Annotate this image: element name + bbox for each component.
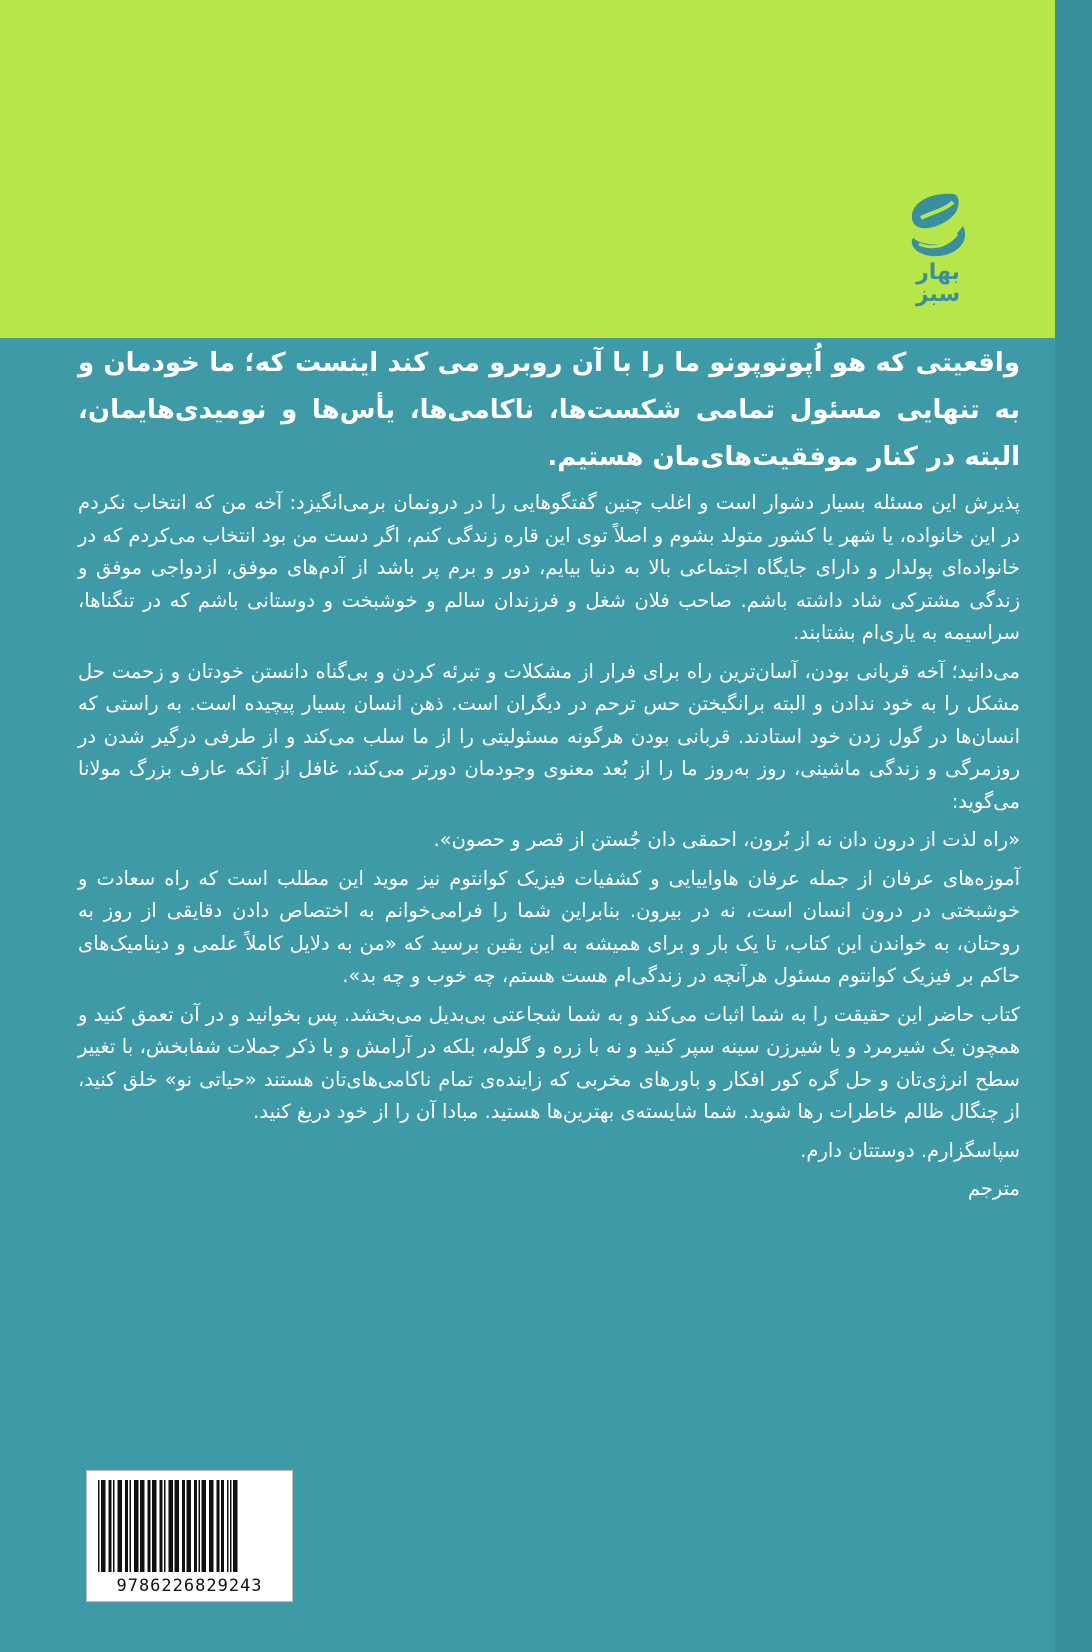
barcode-bar	[98, 1480, 100, 1572]
lead-paragraph: واقعیتی که هو اُپونوپونو ما را با آن روبرو می کند اینست که؛ ما خودمان و به تنهایی مسئول تمامی شکست‌ها، ناکامی‌ها، یأس‌ها و نومیدی‌هایمان، البته در کنار موفقیت‌های‌مان هستیم.	[78, 348, 1020, 472]
barcode-bar	[233, 1480, 238, 1572]
closing-line: سپاسگزارم. دوستتان دارم.	[800, 1138, 1020, 1162]
signature-translator: مترجم	[967, 1177, 1020, 1200]
isbn-number: 9786226829243	[116, 1576, 263, 1596]
barcode-bar	[217, 1480, 220, 1572]
body-paragraph: می‌دانید؛ آخه قربانی بودن، آسان‌ترین راه برای فرار از مشکلات و تبرئه کردن و بی‌گناه دانستن خودتان و زحمت حل مشکل را به خود ندادن و البته برانگیختن حس ترحم در دیگران است. ذهن انسان بسیار پیچیده است. به راستی که انسان‌ها در گول زدن خود استادند. قربانی بودن هرگونه مسئولیتی را از ما سلب می‌کند و از طرفی درگیر شدن در روزمرگی و زندگی ماشینی، روز به‌روز ما را از بُعد معنوی وجودمان دورتر می‌کند، غافل از آنکه عارف بزرگ مولانا می‌گوید:	[78, 659, 1020, 813]
body-paragraph: پذیرش این مسئله بسیار دشوار است و اغلب چنین گفتگوهایی را در درونمان برمی‌انگیزد: آخه من که انتخاب نکردم در این خانواده، یا شهر یا کشور متولد بشوم و اصلاً توی این قاره زندگی کنم، اگر دست من بود انتخاب می‌کردم که در خانواده‌ای پولدار و دارای جایگاه اجتماعی بالا به دنیا بیایم، دور و برم پر باشد از آدم‌های موفق، ازدواجی موفق و زندگی مشترکی شاد داشته باشم. صاحب فلان شغل و فرزندان سالم و خوشبخت و دوستانی باشم که در تنگناها، سراسیمه به یاری‌ام بشتابند.	[78, 491, 1020, 644]
barcode-bar	[164, 1480, 166, 1572]
body-paragraph: کتاب حاضر این حقیقت را به شما اثبات می‌کند و به شما شجاعتی بی‌بدیل می‌بخشد. پس بخوانید و در آن تعمق کنید و همچون یک شیرمرد و یا شیرزن سینه سپر کنید و نه با زره و گلوله، بلکه در آرامش و با ذکر جملات شفابخش، با تغییر سطح انرژی‌تان و حل گره کور افکار و باورهای مخربی که زاینده‌ی تمام ناکامی‌های‌تان هستند «حیاتی نو» خلق کنید، از چنگال ظالم خاطرات رها شوید. شما شایسته‌ی بهترین‌ها هستید. مبادا آن را از خود دریغ کنید.	[78, 1002, 1020, 1123]
barcode-bar	[209, 1480, 214, 1572]
barcode-bar	[227, 1480, 229, 1572]
barcode-bar	[230, 1480, 232, 1572]
barcode-bar	[160, 1480, 163, 1572]
leaf-swirl-icon	[893, 188, 983, 266]
barcode-bar	[187, 1480, 192, 1572]
barcode-bar	[118, 1480, 123, 1572]
barcode-bar	[101, 1480, 106, 1572]
barcode-bar	[134, 1480, 139, 1572]
publisher-logo	[893, 188, 983, 307]
barcode-bar	[148, 1480, 151, 1572]
barcode-bars	[96, 1480, 283, 1572]
barcode-bar	[194, 1480, 197, 1572]
barcode-bar	[199, 1480, 201, 1572]
barcode-bar	[221, 1480, 224, 1572]
barcode-bar	[152, 1480, 157, 1572]
barcode-bar	[202, 1480, 207, 1572]
barcode-bar	[113, 1480, 115, 1572]
back-cover-text	[78, 340, 1020, 1200]
barcode-bar	[130, 1480, 132, 1572]
barcode-bar	[169, 1480, 174, 1572]
body-paragraph: آموزه‌های عرفان از جمله عرفان هاواییایی و کشفیات فیزیک کوانتوم نیز موید این مطلب است که راه سعادت و خوشبختی در درون انسان است، نه در بیرون. بنابراین شما را فرامی‌خوانم به اختصاص دادن دقایقی از روز به روحتان، به خواندن این کتاب، تا یک بار و برای همیشه به این یقین برسید که «من به دلایل کاملاً علمی و دینامیک‌های حاکم بر فیزیک کوانتوم مسئول هرآنچه در زندگی‌ام هست هستم، چه خوب و چه بد».	[78, 866, 1020, 987]
spine-edge	[1055, 0, 1092, 1652]
barcode-bar	[175, 1480, 180, 1572]
barcode-bar	[109, 1480, 112, 1572]
barcode-bar	[140, 1480, 145, 1572]
barcode-bar	[125, 1480, 128, 1572]
poem-quote: «راه لذت از درون دان نه از بُرون، احمقی دان جُستن از قصر و حصون».	[433, 828, 1020, 851]
publisher-name: بهار سبز	[915, 260, 961, 307]
barcode-bar	[182, 1480, 185, 1572]
isbn-barcode	[86, 1470, 293, 1602]
